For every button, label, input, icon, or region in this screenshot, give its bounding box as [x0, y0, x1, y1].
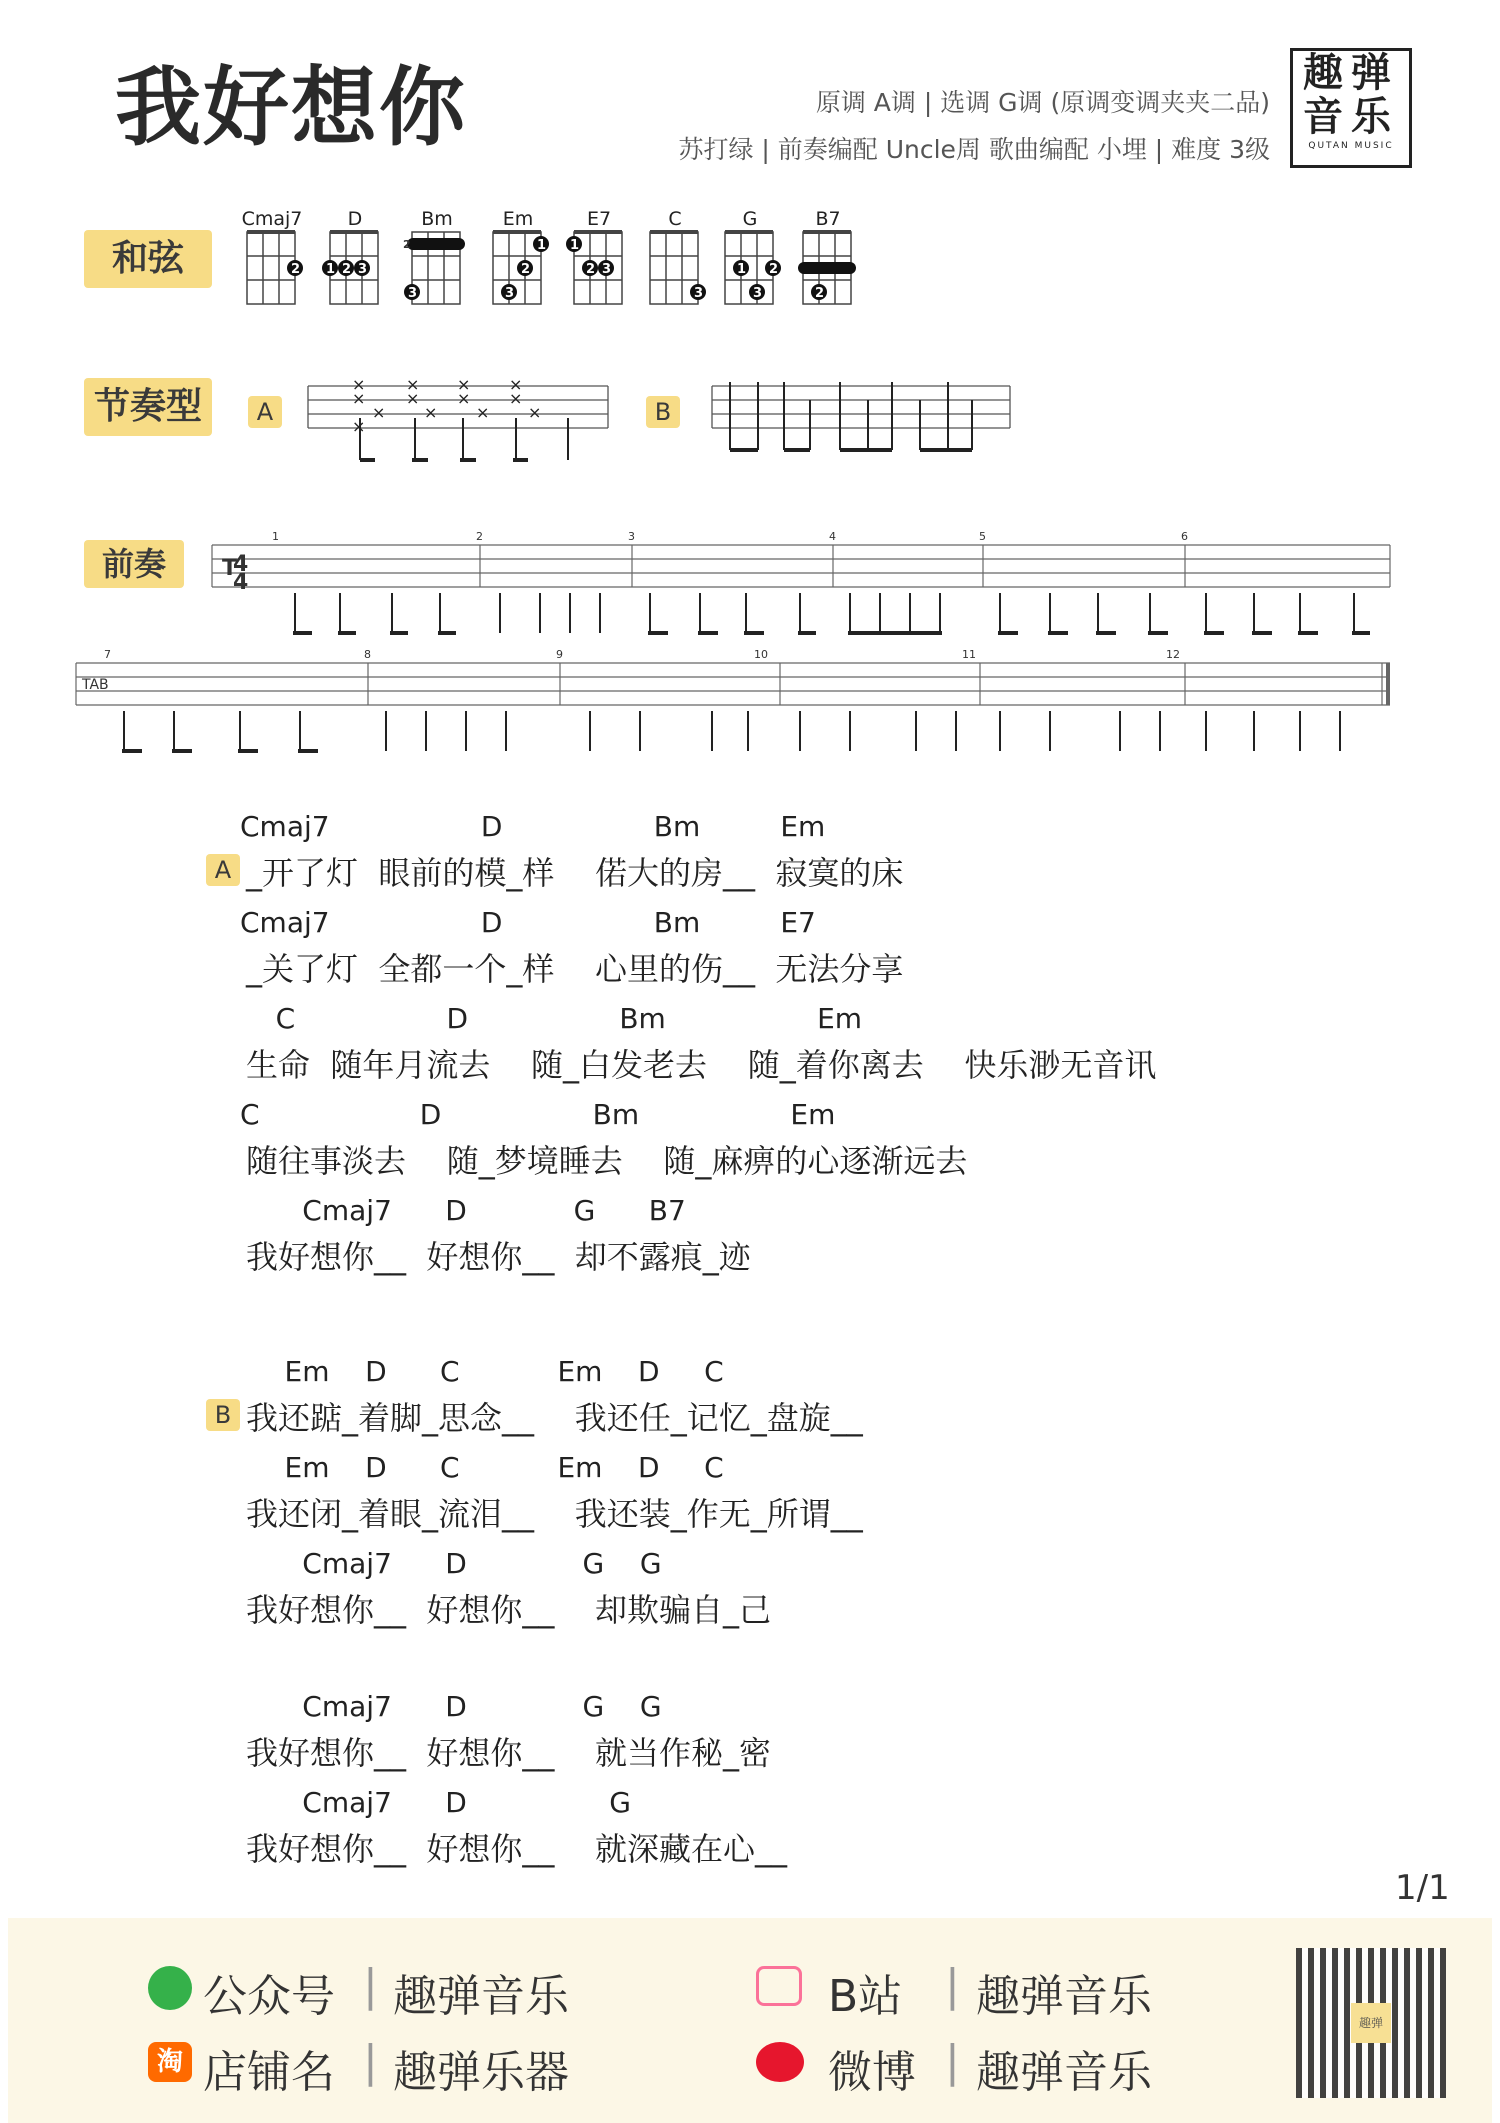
chords-section-label: 和弦: [84, 230, 212, 288]
section-badge: A: [206, 854, 240, 886]
svg-text:×: ×: [406, 389, 420, 408]
lyric-line: 我还闭_着眼_流泪__ 我还装_作无_所谓__: [246, 1495, 863, 1533]
svg-text:T: T: [222, 556, 238, 581]
weibo-icon: [756, 2042, 804, 2082]
footer-divider: |: [945, 1960, 960, 2011]
svg-text:×: ×: [352, 389, 366, 408]
lyric-line: _开了灯 眼前的模_样 偌大的房__ 寂寞的床: [246, 854, 904, 892]
svg-text:×: ×: [509, 389, 523, 408]
measure-number: 7: [104, 648, 111, 661]
intro-tablature: [0, 525, 1500, 765]
svg-text:×: ×: [476, 403, 490, 422]
chord-name: E7: [586, 208, 612, 230]
svg-text:TAB: TAB: [82, 677, 109, 693]
measure-number: 6: [1181, 530, 1188, 543]
chord-name: Bm: [421, 208, 453, 230]
rhythm-badge-b: B: [646, 396, 680, 428]
chord-name: D: [347, 208, 363, 230]
svg-text:3: 3: [505, 286, 515, 301]
measure-number: 4: [829, 530, 836, 543]
svg-text:×: ×: [352, 378, 366, 394]
svg-text:2: 2: [769, 262, 779, 277]
svg-text:3: 3: [694, 286, 704, 301]
wechat-icon: [148, 1966, 192, 2010]
bilibili-icon: [756, 1966, 802, 2006]
measure-number: 5: [979, 530, 986, 543]
lyric-line: _关了灯 全都一个_样 心里的伤__ 无法分享: [246, 950, 904, 988]
lyric-line: 随往事淡去 随_梦境睡去 随_麻痹的心逐渐远去: [246, 1142, 968, 1180]
footer-value: 趣弹乐器: [393, 2047, 569, 2098]
svg-text:3: 3: [358, 262, 368, 277]
svg-text:×: ×: [457, 389, 471, 408]
svg-text:2: 2: [342, 262, 352, 277]
chord-line: Cmaj7 D G: [240, 1786, 631, 1819]
measure-number: 11: [962, 648, 976, 661]
lyric-line: 我好想你__ 好想你__ 却不露痕_迹: [246, 1238, 751, 1276]
lyric-line: 我好想你__ 好想你__ 却欺骗自_己: [246, 1591, 772, 1629]
svg-text:1: 1: [737, 262, 747, 277]
chord-line: Em D C Em D C: [240, 1451, 724, 1484]
chord-name: B7: [815, 208, 841, 230]
lyric-line: 生命 随年月流去 随_白发老去 随_着你离去 快乐渺无音讯: [246, 1046, 1157, 1084]
measure-number: 10: [754, 648, 768, 661]
rhythm-patterns: [300, 378, 1020, 468]
svg-text:2: 2: [815, 286, 825, 301]
footer: [8, 1918, 1492, 2123]
credits-info: 苏打绿 | 前奏编配 Uncle周 歌曲编配 小埋 | 难度 3级: [678, 135, 1270, 164]
chord-line: C D Bm Em: [240, 1002, 863, 1035]
brand-logo: 趣弹 音乐 QUTAN MUSIC: [1290, 48, 1412, 168]
svg-text:1: 1: [537, 238, 547, 253]
chord-diagrams: [235, 230, 875, 310]
svg-text:×: ×: [457, 378, 471, 394]
footer-label: 公众号: [203, 1971, 335, 2022]
svg-text:2: 2: [521, 262, 531, 277]
svg-text:3: 3: [602, 262, 612, 277]
svg-text:2: 2: [403, 238, 411, 251]
measure-number: 1: [272, 530, 279, 543]
section-badge: B: [206, 1399, 240, 1431]
svg-text:2: 2: [586, 262, 596, 277]
lyric-line: 我好想你__ 好想你__ 就深藏在心__: [246, 1830, 788, 1868]
key-info: 原调 A调 | 选调 G调 (原调变调夹夹二品): [815, 88, 1270, 117]
chord-line: Em D C Em D C: [240, 1355, 724, 1388]
svg-text:3: 3: [408, 286, 418, 301]
svg-text:3: 3: [753, 286, 763, 301]
measure-number: 8: [364, 648, 371, 661]
footer-divider: |: [945, 2036, 960, 2087]
song-title: 我好想你: [115, 58, 467, 158]
svg-text:1: 1: [326, 262, 336, 277]
chord-name: Em: [502, 208, 534, 230]
svg-text:×: ×: [406, 378, 420, 394]
footer-value: 趣弹音乐: [976, 2047, 1152, 2098]
svg-text:2: 2: [291, 262, 301, 277]
measure-number: 2: [476, 530, 483, 543]
footer-divider: |: [363, 1960, 378, 2011]
footer-label: B站: [828, 1971, 903, 2022]
measure-number: 3: [628, 530, 635, 543]
rhythm-section-label: 节奏型: [84, 378, 212, 436]
taobao-icon: 淘: [148, 2042, 192, 2082]
chord-line: Cmaj7 D G G: [240, 1690, 662, 1723]
qr-code: 趣弹: [1296, 1948, 1446, 2098]
chord-name: G: [742, 208, 758, 230]
page-number: 1/1: [1395, 1868, 1450, 1908]
svg-text:×: ×: [352, 417, 366, 436]
time-signature-bottom: 4: [233, 570, 249, 595]
intro-section-label: 前奏: [84, 540, 184, 588]
chord-name: C: [668, 208, 682, 230]
chord-line: Cmaj7 D G B7: [240, 1194, 686, 1227]
rhythm-badge-a: A: [248, 396, 282, 428]
lyric-line: 我还踮_着脚_思念__ 我还任_记忆_盘旋__: [246, 1399, 863, 1437]
footer-divider: |: [363, 2036, 378, 2087]
svg-text:×: ×: [528, 403, 542, 422]
lyric-line: 我好想你__ 好想你__ 就当作秘_密: [246, 1734, 772, 1772]
chord-name: Cmaj7: [241, 208, 303, 230]
footer-value: 趣弹音乐: [976, 1971, 1152, 2022]
chord-line: Cmaj7 D Bm E7: [240, 906, 816, 939]
svg-text:1: 1: [570, 238, 580, 253]
time-signature-top: 4: [233, 552, 249, 577]
chord-line: C D Bm Em: [240, 1098, 836, 1131]
svg-text:×: ×: [509, 378, 523, 394]
chord-line: Cmaj7 D G G: [240, 1547, 662, 1580]
footer-label: 微博: [828, 2047, 916, 2098]
svg-text:×: ×: [424, 403, 438, 422]
footer-label: 店铺名: [203, 2047, 335, 2098]
measure-number: 12: [1166, 648, 1180, 661]
measure-number: 9: [556, 648, 563, 661]
svg-text:×: ×: [372, 403, 386, 422]
chord-line: Cmaj7 D Bm Em: [240, 810, 826, 843]
footer-value: 趣弹音乐: [393, 1971, 569, 2022]
